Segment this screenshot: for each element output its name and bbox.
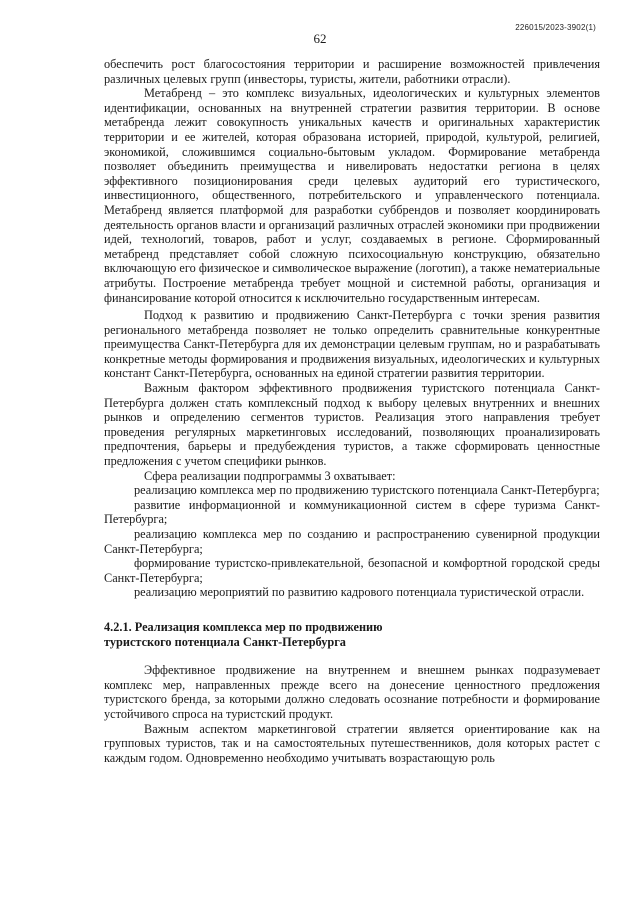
- paragraph: обеспечить рост благосостояния территории и расширение возможностей привлечения различных целевых групп (инвесторы, туристы, жители, работники отрасли).: [104, 57, 600, 86]
- section-heading-line-1: 4.2.1. Реализация комплекса мер по продвижению: [104, 619, 383, 634]
- page-body: [104, 57, 600, 765]
- paragraph: Подход к развитию и продвижению Санкт-Петербурга с точки зрения развития регионального метабренда позволяет не только определить сравнительные конкурентные преимущества Санкт-Петербурга для их демонстрации целевым группам, но и разрабатывать конкретные методы формирования и продвижения визуальных, идеологических и культурных констант Санкт-Петербурга, основанных на единой стратегии развития территории.: [104, 308, 600, 381]
- paragraph: Важным аспектом маркетинговой стратегии является ориентирование как на групповых туристов, так и на самостоятельных путешественников, доля которых растет с каждым годом. Одновременно необходимо учитывать возрастающую роль: [104, 721, 600, 765]
- list-item: реализацию комплекса мер по созданию и распространению сувенирной продукции Санкт-Петербурга;: [104, 527, 600, 556]
- paragraph: Метабренд – это комплекс визуальных, идеологических и культурных элементов идентификации, основанных на внутренней стратегии развития территории. В основе метабренда лежит совокупность уникальных качеств и оригинальных характеристик территории и ее жителей, которая образована историей, природой, культурой, религией, экономикой, сложившимся социально-бытовым укладом. Формирование метабренда позволяет объединить преимущества и нивелировать недостатки региона в целях эффективного позиционирования среди целевых аудиторий его туристического, инвестиционного, общественного, потребительского и управленческого потенциала. Метабренд является платформой для разработки суббрендов и позволяет координировать деятельность органов власти и организаций различных отраслей экономики при продвижении идей, технологий, товаров, работ и услуг, создаваемых в регионе. Сформированный метабренд представляет собой сложную психосоциальную конструкцию, обязательно включающую его физическое и символическое выражение (логотип), а также нематериальные атрибуты. Построение метабренда требует мощной и системной работы, организация и финансирование которой относится к исключительно государственным интересам.: [104, 86, 600, 305]
- document-number: 226015/2023-3902(1): [515, 23, 596, 32]
- list-item: реализацию мероприятий по развитию кадрового потенциала туристической отрасли.: [134, 585, 585, 600]
- paragraph: Эффективное продвижение на внутреннем и внешнем рынках подразумевает комплекс мер, направленных прежде всего на донесение ценностного предложения туристского бренда, за которыми должно следовать осознание потребности и формирование устойчивого спроса на туристский продукт.: [104, 663, 600, 721]
- list-item: развитие информационной и коммуникационной систем в сфере туризма Санкт-Петербурга;: [104, 497, 600, 527]
- paragraph: Сфера реализации подпрограммы 3 охватывает:: [144, 468, 396, 483]
- paragraph: Важным фактором эффективного продвижения туристского потенциала Санкт-Петербурга должен стать комплексный подход к выбору целевых внутренних и внешних рынков и определению сегментов туристов. Реализация этого направления требует проведения регулярных маркетинговых исследований, позволяющих проанализировать предпочтения, барьеры и предубеждения туристов, а также сформировать ценностные предложения с учетом специфики рынков.: [104, 381, 600, 469]
- page-number: 62: [313, 31, 327, 46]
- list-item: формирование туристско-привлекательной, безопасной и комфортной городской среды Санкт-Петербурга;: [104, 556, 600, 585]
- list-item: реализацию комплекса мер по продвижению туристского потенциала Санкт-Петербурга;: [134, 483, 600, 498]
- section-heading-line-2: туристского потенциала Санкт-Петербурга: [104, 634, 346, 649]
- scope-list: [104, 483, 600, 600]
